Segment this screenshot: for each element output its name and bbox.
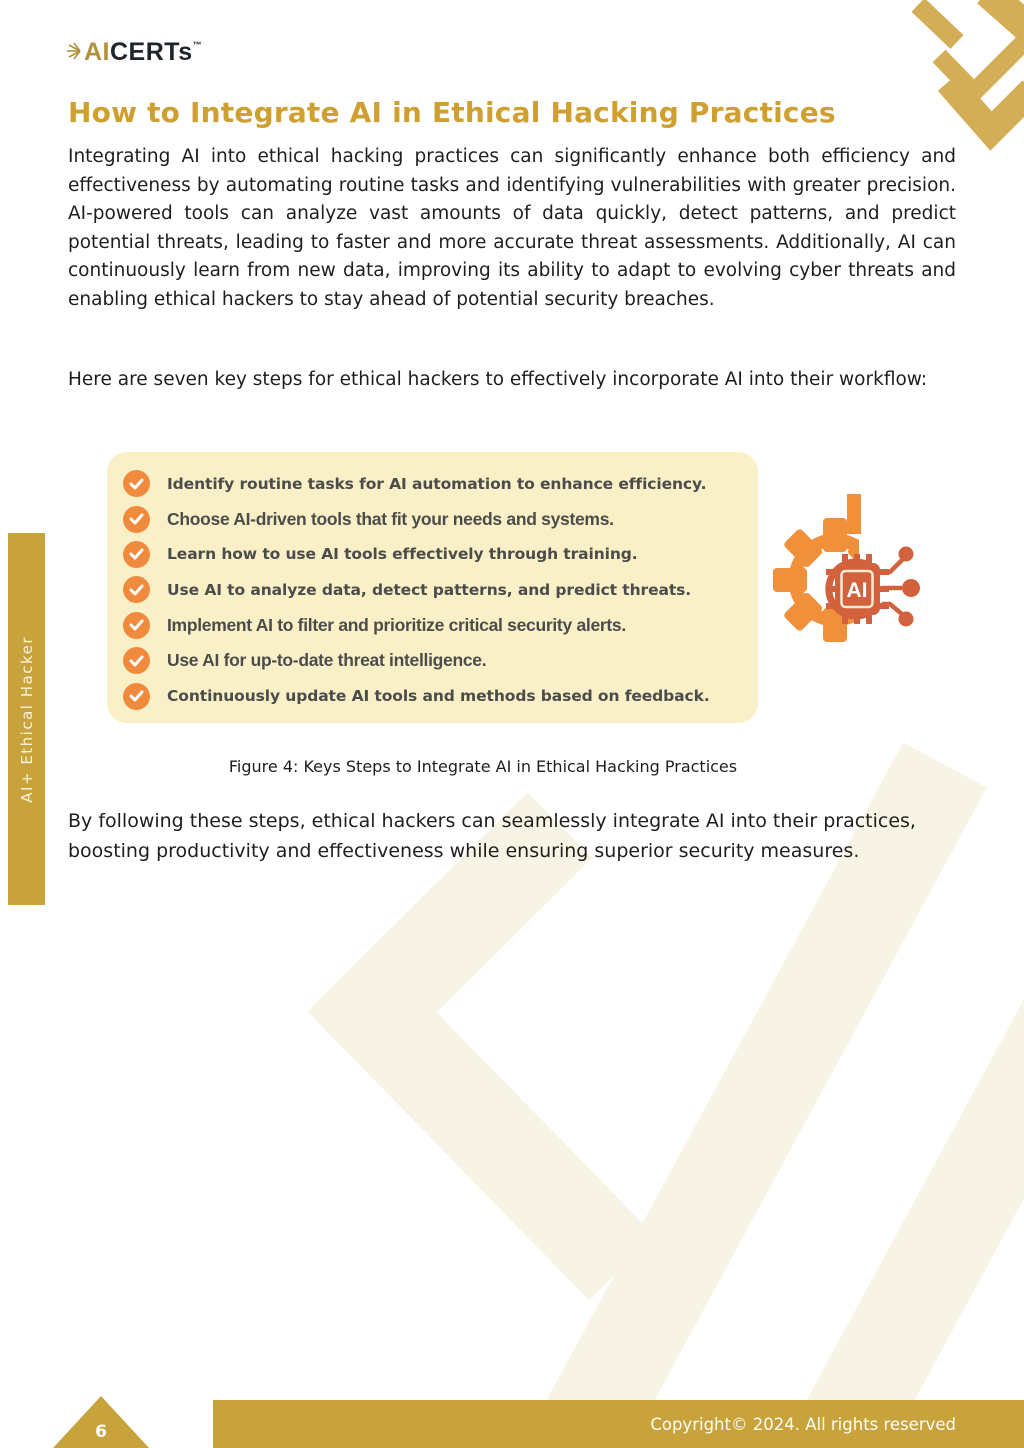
chip-label: AI: [846, 579, 868, 602]
checklist-item-label: Continuously update AI tools and methods based on feedback.: [167, 687, 710, 706]
check-icon: [123, 541, 150, 568]
checklist-item: [107, 466, 758, 501]
logo-text-ai: AI: [84, 38, 110, 66]
check-icon: [123, 576, 150, 603]
check-icon: [123, 647, 150, 674]
ai-gear-chip-illustration: [770, 488, 970, 678]
checklist-item: [107, 572, 758, 607]
checklist-item-label: Identify routine tasks for AI automation to enhance efficiency.: [167, 474, 707, 493]
page-number: 6: [95, 1422, 107, 1442]
check-icon: [123, 470, 150, 497]
checklist-item-label: Choose AI-driven tools that fit your needs and systems.: [167, 508, 614, 529]
logo-text-certs: CERTs: [110, 38, 193, 66]
gear-top-tooth: [847, 494, 861, 534]
checklist-item-label: Implement AI to filter and prioritize critical security alerts.: [167, 614, 626, 635]
checklist-item: [107, 678, 758, 713]
brand-logo: [66, 38, 202, 67]
check-icon: [123, 506, 150, 533]
footer-bar: [213, 1400, 1024, 1448]
intro-paragraph: Integrating AI into ethical hacking practices can significantly enhance both efficiency and effectiveness by automating routine tasks and identifying vulnerabilities with greater precision. AI-powered tools can analyze vast amounts of data quickly, detect patterns, and predict potential threats, leading to faster and more accurate threat assessments. Additionally, AI can continuously learn from new data, improving its ability to adapt to evolving cyber threats and enabling ethical hackers to stay ahead of potential security breaches.: [68, 146, 956, 310]
check-icon: [123, 612, 150, 639]
figure-caption: Figure 4: Keys Steps to Integrate AI in Ethical Hacking Practices: [228, 757, 738, 776]
checklist-item: [107, 501, 758, 536]
checklist-item: [107, 537, 758, 572]
checklist-item: [107, 608, 758, 643]
copyright-text: Copyright© 2024. All rights reserved: [650, 1414, 956, 1434]
checklist-item-label: Use AI for up-to-date threat intelligence.: [167, 650, 487, 671]
sidebar-course-tab: [8, 533, 45, 905]
checklist-item: [107, 643, 758, 678]
check-icon: [123, 683, 150, 710]
page-title: How to Integrate AI in Ethical Hacking Practices: [68, 96, 836, 129]
sidebar-course-label: AI+ Ethical Hacker: [17, 635, 36, 803]
closing-paragraph: By following these steps, ethical hackers can seamlessly integrate AI into their practices, boosting productivity and effectiveness while ensuring superior security measures.: [68, 810, 916, 862]
logo-trademark: ™: [192, 40, 203, 50]
steps-intro-paragraph: Here are seven key steps for ethical hackers to effectively incorporate AI into their workflow:: [68, 369, 928, 390]
key-steps-panel: [107, 452, 758, 723]
logo-burst-icon: [66, 42, 82, 60]
checklist-item-label: Learn how to use AI tools effectively through training.: [167, 545, 638, 564]
checklist-item-label: Use AI to analyze data, detect patterns, and predict threats.: [167, 580, 692, 599]
